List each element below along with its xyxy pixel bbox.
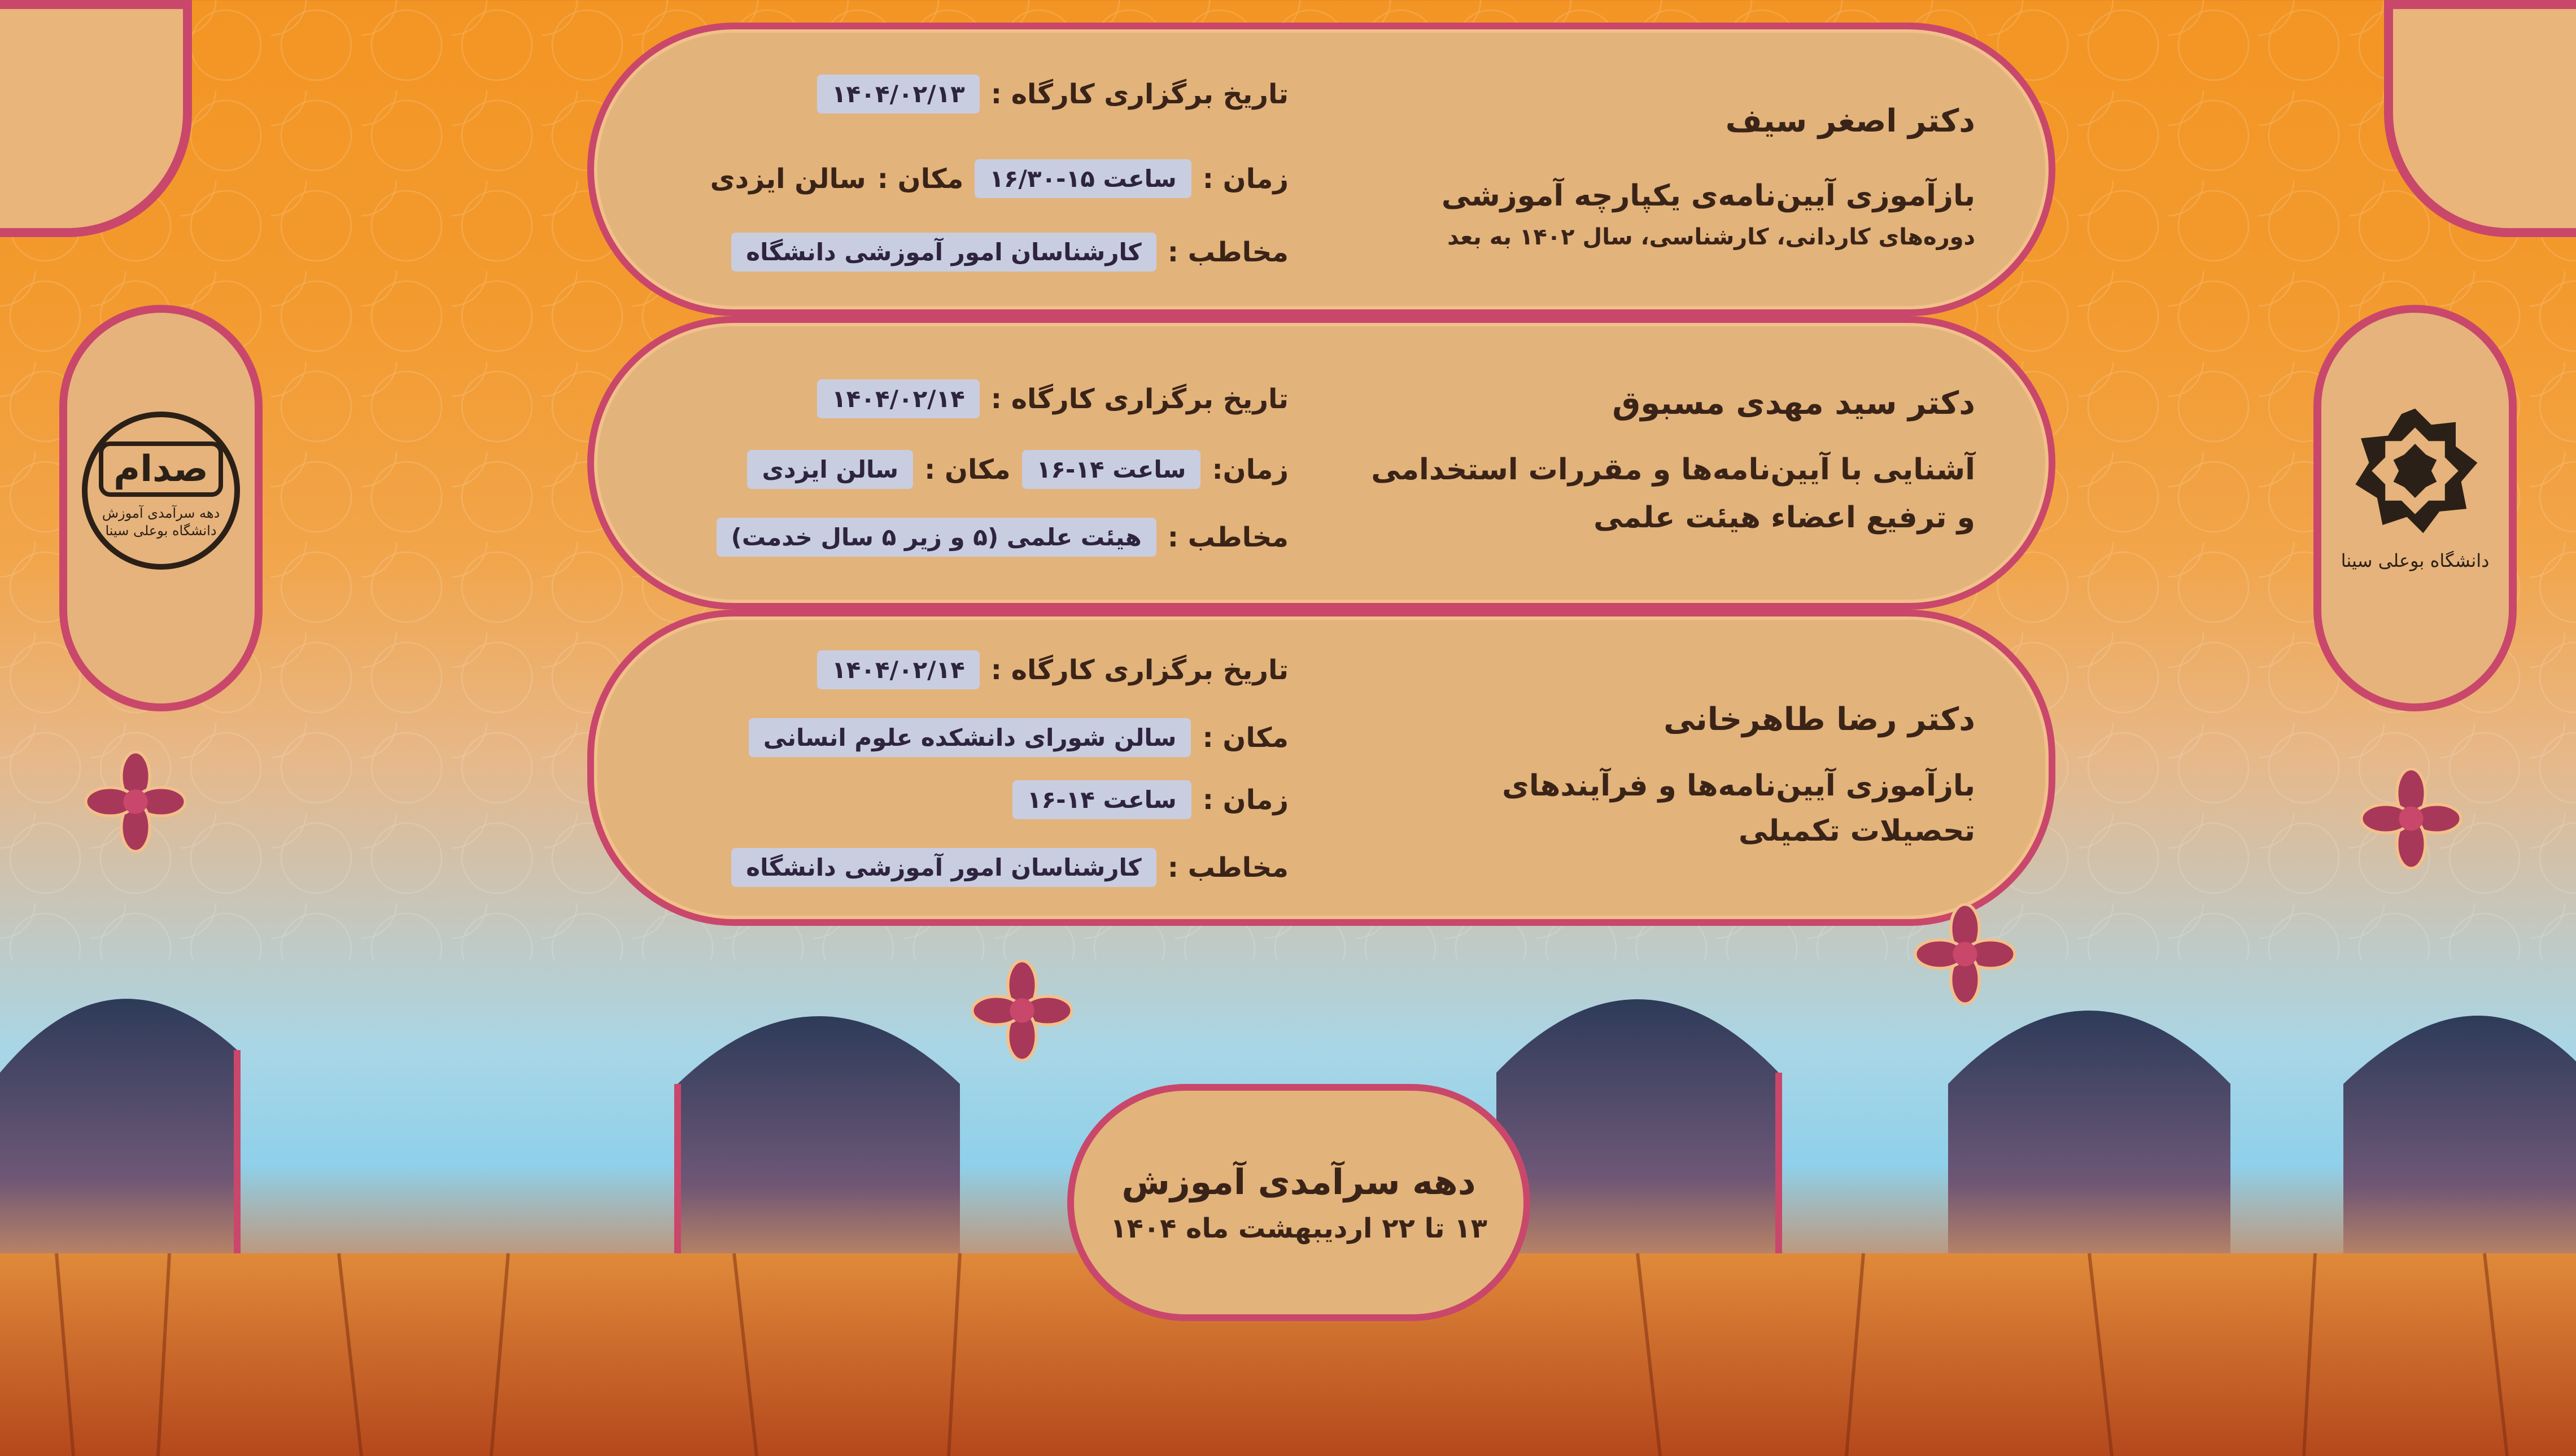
workshop-details-2 [667, 323, 1289, 603]
speaker-name: دکتر اصغر سیف [1725, 103, 1975, 139]
time-label: زمان : [1202, 163, 1289, 195]
speaker-name: دکتر سید مهدی مسبوق [1612, 385, 1975, 422]
audience-row [731, 233, 1289, 272]
right-logo-panel [2313, 305, 2517, 711]
time-value: ساعت ۱۴-۱۶ [1022, 450, 1201, 489]
workshop-topic-2 [1269, 323, 1975, 603]
date-value: ۱۴۰۴/۰۲/۱۴ [817, 379, 980, 418]
speaker-name: دکتر رضا طاهرخانی [1664, 701, 1975, 738]
logo-subtitle [102, 505, 220, 540]
topic-title-line2: و ترفیع اعضاء هیئت علمی [1593, 501, 1975, 535]
date-row [817, 379, 1289, 418]
date-row [817, 650, 1289, 689]
time-place-row [710, 159, 1289, 198]
topic-title: بازآموزی آیین‌نامه‌ها و فرآیندهای [1502, 769, 1975, 803]
time-place-row [747, 450, 1289, 489]
place-label: مکان : [1202, 722, 1289, 754]
topic-title-line2: تحصیلات تکمیلی [1739, 814, 1975, 848]
university-emblem-icon [2347, 403, 2483, 539]
workshop-card-3 [587, 610, 2055, 926]
flower-icon [1914, 903, 2016, 1005]
date-label: تاریخ برگزاری کارگاه : [990, 78, 1289, 110]
workshop-details-1 [667, 29, 1289, 309]
time-row [1012, 780, 1289, 819]
audience-label: مخاطب : [1167, 851, 1289, 884]
audience-label: مخاطب : [1167, 236, 1289, 268]
time-value: ساعت ۱۵-۱۶/۳۰ [975, 159, 1191, 198]
flower-icon [2360, 768, 2462, 869]
date-value: ۱۴۰۴/۰۲/۱۴ [817, 650, 980, 689]
workshop-topic-3 [1269, 616, 1975, 919]
audience-row [731, 848, 1289, 887]
left-logo-panel [59, 305, 263, 711]
audience-value: کارشناسان امور آموزشی دانشگاه [731, 233, 1156, 272]
place-value: سالن ایزدی [710, 163, 866, 195]
time-label: زمان: [1212, 453, 1289, 486]
audience-value: هیئت علمی (۵ و زیر ۵ سال خدمت) [717, 518, 1156, 557]
audience-label: مخاطب : [1167, 521, 1289, 553]
place-label: مکان : [877, 163, 964, 195]
place-row [749, 718, 1289, 757]
flower-icon [971, 960, 1073, 1061]
tulip-logo-icon [82, 412, 240, 570]
workshop-card-2 [587, 316, 2055, 610]
logo-subtitle-line1: دهه سرآمدی آموزش [102, 505, 220, 521]
flower-icon [85, 751, 186, 852]
date-row [817, 75, 1289, 113]
event-dates: ۱۳ تا ۲۲ اردیبهشت ماه ۱۴۰۴ [1110, 1212, 1487, 1244]
date-value: ۱۴۰۴/۰۲/۱۳ [817, 75, 980, 113]
date-label: تاریخ برگزاری کارگاه : [990, 654, 1289, 686]
logo-mark: صدام [99, 441, 223, 497]
date-label: تاریخ برگزاری کارگاه : [990, 383, 1289, 415]
topic-title: آشنایی با آیین‌نامه‌ها و مقررات استخدامی [1371, 453, 1975, 487]
place-label: مکان : [924, 453, 1011, 486]
place-value: سالن ایزدی [747, 450, 913, 489]
emblem-caption: دانشگاه بوعلی سینا [2341, 550, 2490, 571]
topic-title: بازآموزی آیین‌نامه‌ی یکپارچه آموزشی [1441, 179, 1975, 213]
workshop-details-3 [667, 616, 1289, 919]
audience-value: کارشناسان امور آموزشی دانشگاه [731, 848, 1156, 887]
audience-row [717, 518, 1289, 557]
workshop-card-1 [587, 23, 2055, 316]
place-value: سالن شورای دانشکده علوم انسانی [749, 718, 1191, 757]
logo-subtitle-line2: دانشگاه بوعلی سینا [105, 523, 217, 539]
event-badge [1067, 1084, 1530, 1321]
event-title: دهه سرآمدی آموزش [1121, 1161, 1476, 1203]
workshop-topic-1 [1269, 29, 1975, 309]
time-label: زمان : [1202, 784, 1289, 816]
time-value: ساعت ۱۴-۱۶ [1012, 780, 1191, 819]
topic-subtitle: دوره‌های کاردانی، کارشناسی، سال ۱۴۰۲ به بعد [1447, 224, 1975, 250]
